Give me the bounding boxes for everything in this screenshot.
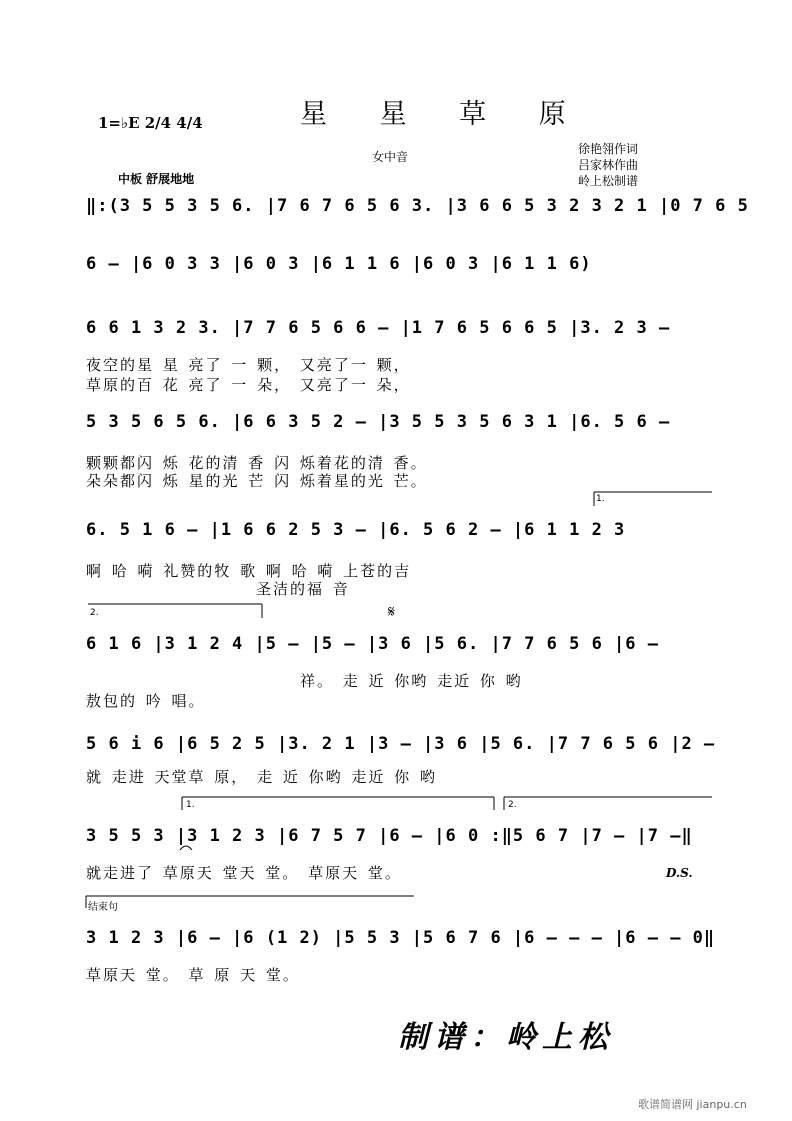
lyric-row-8: 就走进了 草原天 堂天 堂。 草原天 堂。 bbox=[86, 864, 402, 882]
lyric-row-5-verse-1: 啊 哈 嗬 礼赞的牧 歌 啊 哈 嗬 上苍的吉 bbox=[86, 562, 412, 580]
slur bbox=[180, 846, 192, 850]
tempo-marking: 中板 舒展地地 bbox=[118, 172, 195, 186]
lyricist-credit: 徐艳翎作词 bbox=[578, 142, 639, 156]
lyric-row-7: 就 走进 天堂草 原， 走 近 你哟 走近 你 哟 bbox=[86, 768, 437, 786]
composer-credit: 吕家林作曲 bbox=[578, 158, 639, 172]
lyric-row-4-verse-1: 颗颗都闪 烁 花的清 香 闪 烁着花的清 香。 bbox=[86, 454, 428, 472]
volta-1-label-a: 1. bbox=[596, 494, 605, 504]
volta-2-label-a: 2. bbox=[90, 608, 99, 618]
notation-row-9: 3 1 2 3 |6 – |6 (1 2) |5 5 3 |5 6 7 6 |6 – – – |6 – – 0‖ bbox=[86, 928, 716, 948]
notation-row-6: 6 1 6 |3 1 2 4 |5 – |5 – |3 6 |5 6. |7 7 6 5 6 |6 – bbox=[86, 634, 659, 654]
notation-row-5: 6. 5 1 6 – |1 6 6 2 5 3 – |6. 5 6 2 – |6 1 1 2 3 bbox=[86, 520, 626, 540]
lyric-row-9: 草原天 堂。 草 原 天 堂。 bbox=[86, 966, 300, 984]
key-signature: 1=♭E 2/4 4/4 bbox=[98, 114, 203, 132]
voice-type: 女中音 bbox=[372, 150, 409, 164]
segno-sign: 𝄋 bbox=[388, 602, 395, 621]
notation-row-2: 6 – |6 0 3 3 |6 0 3 |6 1 1 6 |6 0 3 |6 1 1 6) bbox=[86, 254, 592, 274]
ending-section-label: 结束句 bbox=[88, 902, 118, 913]
dal-segno-marking: D.S. bbox=[666, 866, 693, 880]
lyric-row-3-verse-1: 夜空的星 星 亮了 一 颗， 又亮了一 颗， bbox=[86, 356, 411, 374]
lyric-row-3-verse-2: 草原的百 花 亮了 一 朵， 又亮了一 朵， bbox=[86, 376, 411, 394]
song-title: 星 星 草 原 bbox=[300, 99, 588, 130]
lyric-row-6-verse-1: 祥。 走 近 你哟 走近 你 哟 bbox=[300, 672, 523, 690]
volta-1-label-b: 1. bbox=[186, 800, 195, 810]
volta-2-label-b: 2. bbox=[508, 800, 517, 810]
site-watermark: 歌谱简谱网 jianpu.cn bbox=[638, 1098, 747, 1111]
notation-row-8: 3 5 5 3 |3 1 2 3 |6 7 5 7 |6 – |6 0 :‖5 6 7 |7 – |7 –‖ bbox=[86, 826, 693, 846]
lyric-row-6-verse-2: 敖包的 吟 唱。 bbox=[86, 692, 206, 710]
notation-row-4: 5 3 5 6 5 6. |6 6 3 5 2 – |3 5 5 3 5 6 3 1 |6. 5 6 – bbox=[86, 412, 671, 432]
notation-row-7: 5 6 i 6 |6 5 2 5 |3. 2 1 |3 – |3 6 |5 6. |7 7 6 5 6 |2 – bbox=[86, 734, 716, 754]
lyric-row-5-verse-2: 圣洁的福 音 bbox=[256, 580, 350, 598]
arranger-signature: 制谱：岭上松 bbox=[398, 1020, 614, 1055]
notation-row-3: 6 6 1 3 2 3. |7 7 6 5 6 6 – |1 7 6 5 6 6 5 |3. 2 3 – bbox=[86, 318, 671, 338]
lyric-row-4-verse-2: 朵朵都闪 烁 星的光 芒 闪 烁着星的光 芒。 bbox=[86, 472, 428, 490]
arranger-credit: 岭上松制谱 bbox=[578, 174, 639, 188]
notation-row-1: ‖:(3 5 5 3 5 6. |7 6 7 6 5 6 3. |3 6 6 5 3 2 3 2 1 |0 7 6 5 bbox=[86, 196, 749, 216]
